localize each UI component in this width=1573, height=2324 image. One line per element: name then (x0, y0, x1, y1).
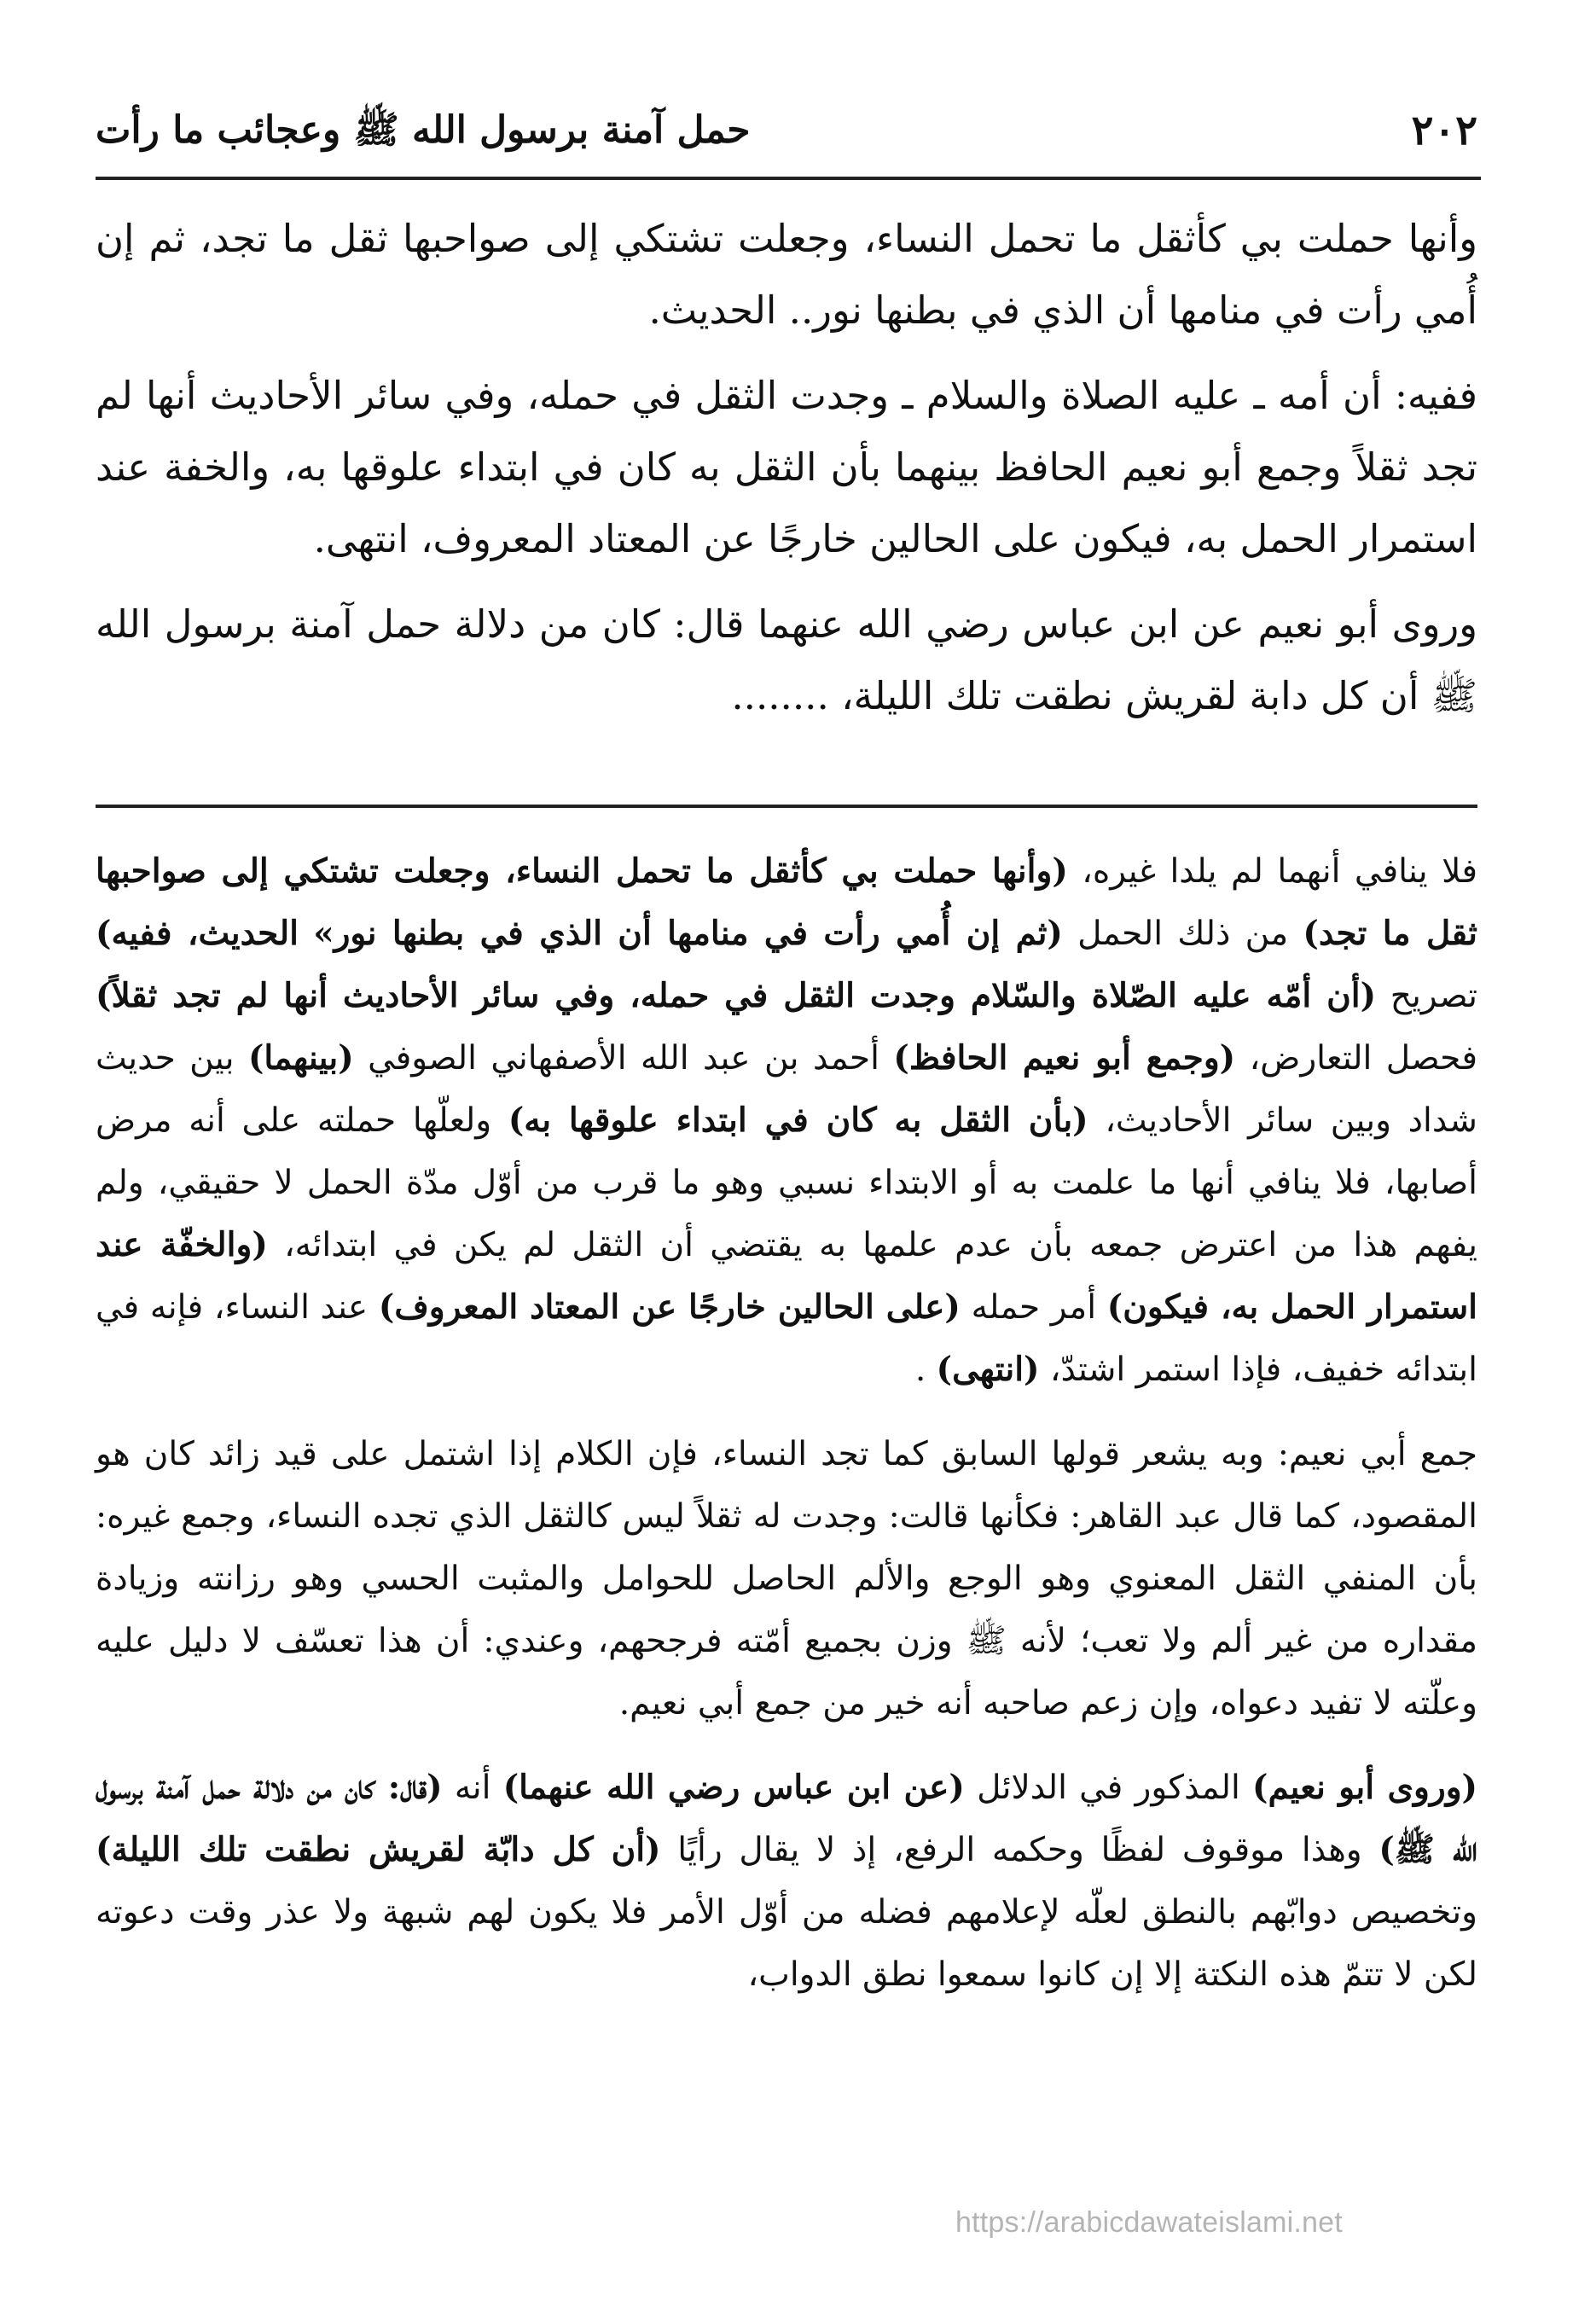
commentary-text-segment: ولعلّها حملته على أنه مرض أصابها، فلا ينافي أنها ما علمت به أو الابتداء نسبي وهو ما قرب من أوّل مدّة الحمل لا حقيقي، ولم يفهم هذا من اعترض جمعه بأن عدم علمها به يقتضي أن الثقل لم يكن في ابتدائه، (96, 1101, 1477, 1264)
quoted-main-text: (وجمع أبو نعيم الحافظ) (893, 1038, 1236, 1078)
commentary-text-segment: . (914, 1351, 937, 1389)
commentary-paragraph-1 (96, 840, 1477, 1401)
main-paragraph-1: وأنها حملت بي كأثقل ما تحمل النساء، وجعلت تشتكي إلى صواحبها ثقل ما تجد، ثم إن أُمي رأت في منامها أن الذي في بطنها نور.. الحديث. (96, 216, 1477, 333)
commentary-text-segment: وهذا موقوف لفظًا وحكمه الرفع، إذ لا يقال رأيًا (660, 1831, 1379, 1869)
header-divider (96, 177, 1481, 180)
quoted-main-text: (أن كل دابّة لقريش نطقت تلك الليلة) (96, 1830, 661, 1869)
main-text (96, 203, 1477, 732)
commentary-text-segment: أحمد بن عبد الله الأصفهاني الصوفي (353, 1039, 894, 1078)
quoted-main-text: الحديث، ففيه) (96, 914, 299, 953)
commentary-text-segment: فلا ينافي أنهما لم يلدا غيره، (1067, 852, 1477, 891)
running-title: حمل آمنة برسول الله ﷺ وعجائب ما رأت (96, 108, 751, 152)
commentary-text-segment: المذكور في الدلائل (964, 1769, 1253, 1807)
quoted-main-text: (وروى أبو نعيم) (1252, 1768, 1477, 1807)
quoted-main-text: (أن أمّه عليه الصّلاة والسّلام وجدت الثقل في حمله، وفي سائر الأحاديث أنها لم تجد ثقلاً) (96, 976, 1377, 1015)
page-number: ٢٠٢ (1411, 107, 1477, 154)
source-watermark: https://arabicdawateislami.net (955, 2206, 1343, 2239)
commentary-text-segment: أنه (442, 1769, 503, 1807)
commentary-text-segment: تصريح (1376, 977, 1477, 1015)
commentary-text-segment: أمر حمله (960, 1288, 1107, 1327)
quoted-main-text: (وأنها حملت بي كأثقل ما تحمل النساء، وجعلت تشتكي إلى صواحبها ثقل ما تجد) (96, 851, 1478, 953)
commentary-divider (96, 805, 1477, 808)
quoted-main-text: (ثم إن أُمي رأت في منامها أن الذي في بطنها نور» (313, 914, 1063, 953)
commentary-text (96, 840, 1477, 2006)
commentary-paragraph-2: جمع أبي نعيم: وبه يشعر قولها السابق كما تجد النساء، فإن الكلام إذا اشتمل على قيد زائد كان هو المقصود، كما قال عبد القاهر: فكأنها قالت: وجدت له ثقلاً ليس كالثقل الذي تجده النساء، وجمع غيره: بأن المنفي الثقل المعنوي وهو الوجع والألم الحاصل للحوامل والمثبت الحسي وهو رزانته وزيادة مقداره من غير ألم ولا تعب؛ لأنه ﷺ وزن بجميع أمّته فرجحهم، وعندي: أن هذا تعسّف لا دليل عليه وعلّته لا تفيد دعواه، وإن زعم صاحبه أنه خير من جمع أبي نعيم. (96, 1435, 1477, 1723)
quoted-main-text: (على الحالين خارجًا عن المعتاد المعروف) (378, 1287, 961, 1327)
quoted-main-text: (بأن الثقل به كان في ابتداء علوقها به) (508, 1101, 1088, 1140)
commentary-text-segment: فحصل التعارض، (1235, 1039, 1477, 1078)
main-paragraph-2: ففيه: أن أمه ـ عليه الصلاة والسلام ـ وجدت الثقل في حمله، وفي سائر الأحاديث أنها لم تجد ثقلاً وجمع أبو نعيم الحافظ بينهما بأن الثقل به كان في ابتداء علوقها به، والخفة عند استمرار الحمل به، فيكون على الحالين خارجًا عن المعتاد المعروف، انتهى. (96, 373, 1477, 561)
commentary-text-segment: بين حديث شداد وبين سائر الأحاديث، (96, 1039, 1477, 1140)
commentary-paragraph-3 (96, 1757, 1477, 2006)
quoted-main-text: (قال: كان من دلالة حمل آمنة برسول الله ﷺ) (96, 1768, 1477, 1869)
page-header (96, 94, 1477, 167)
main-paragraph-3: وروى أبو نعيم عن ابن عباس رضي الله عنهما قال: كان من دلالة حمل آمنة برسول الله ﷺ أن كل دابة لقريش نطقت تلك الليلة، ........ (96, 601, 1477, 718)
quoted-main-text: (انتهى) (936, 1350, 1040, 1389)
commentary-text-segment: من ذلك الحمل (1062, 915, 1303, 953)
quoted-main-text: (عن ابن عباس رضي الله عنهما) (502, 1768, 965, 1807)
commentary-text-segment: وتخصيص دوابّهم بالنطق لعلّه لإعلامهم فضله من أوّل الأمر فلا يكون لهم شبهة ولا عذر وقت دعوته لكن لا تتمّ هذه النكتة إلا إن كانوا سمعوا نطق الدواب، (96, 1893, 1477, 1994)
commentary-text-segment (299, 915, 313, 953)
commentary-text-segment: عند النساء، فإنه في ابتدائه خفيف، فإذا استمر اشتدّ، (96, 1288, 1477, 1389)
quoted-main-text: (بينهما) (247, 1038, 354, 1078)
quoted-main-text: (والخفّة عند استمرار الحمل به، فيكون) (96, 1225, 1477, 1327)
